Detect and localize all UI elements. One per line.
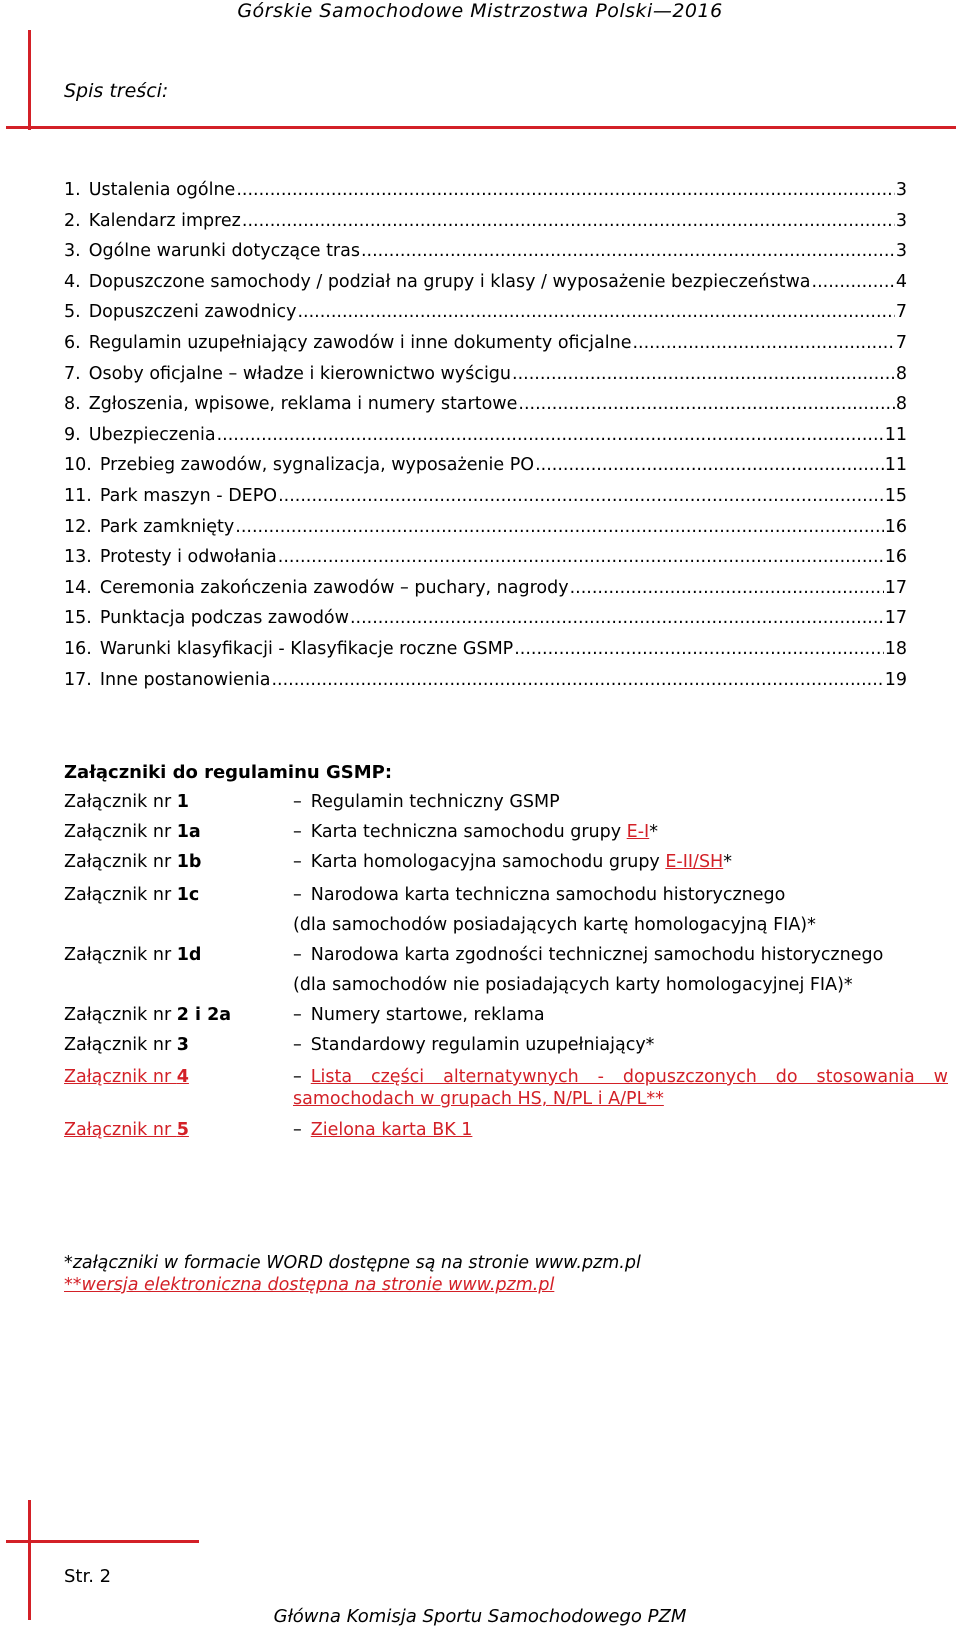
attachment-dash: – [293,852,302,872]
attachments-list [64,790,950,1142]
footnote-electronic-version-link[interactable]: **wersja elektroniczna dostępna na stronie www.pzm.pl [64,1275,555,1295]
attachment-dash: – [293,822,302,842]
toc-dot-leader [278,542,884,573]
attachment-text: Karta techniczna samochodu grupy [310,822,627,842]
toc-item-page: 3 [895,210,907,231]
attachment-number: 1 [176,792,189,812]
attachment-row [64,940,950,1000]
toc-item-label: Ustalenia ogólne [88,180,236,200]
attachment-row [64,1000,950,1030]
attachment-label [64,1030,189,1060]
toc-item-page: 16 [884,547,907,568]
attachment-number: 3 [176,1035,189,1055]
toc-item-label: Regulamin uzupełniający zawodów i inne dokumenty oficjalne [88,332,632,353]
toc-item-label: Protesty i odwołania [99,547,277,568]
toc-item-number: 17. [64,669,92,690]
attachment-label [64,880,199,910]
attachment-link-green-card[interactable]: Zielona karta BK 1 [310,1120,473,1140]
attachment-description [293,1030,950,1060]
toc-item[interactable] [64,512,907,543]
toc-item[interactable] [64,603,907,634]
toc-item-label: Park maszyn - DEPO [99,485,278,506]
toc-title: Spis treści: [64,80,169,102]
attachment-text: Narodowa karta techniczna samochodu historycznego [310,885,786,905]
toc-item-number: 9. [64,424,81,445]
toc-item-label: Punktacja podczas zawodów [99,608,349,629]
attachment-prefix: Załącznik nr [64,945,177,965]
attachment-number: 5 [176,1120,189,1140]
toc-dot-leader [271,665,883,696]
attachment-dash: – [293,1005,302,1025]
toc-item[interactable] [64,420,907,451]
attachment-prefix: Załącznik nr [64,1035,177,1055]
toc-dot-leader [278,481,884,512]
attachment-suffix: * [649,822,658,842]
attachment-row [64,880,950,940]
attachment-prefix: Załącznik nr [64,1005,177,1025]
toc-item-label: Park zamknięty [99,516,235,537]
attachment-description [293,850,950,874]
toc-item-page: 8 [895,363,907,384]
attachment-description [293,940,950,1000]
toc-item-page: 17 [884,577,907,598]
toc-item-number: 2. [64,210,81,231]
attachment-label-link[interactable] [64,1066,189,1088]
toc-item-page: 17 [884,608,907,629]
toc-dot-leader [518,389,894,420]
attachment-dash: – [293,945,302,965]
attachment-link-alt-parts[interactable]: Lista części alternatywnych - dopuszczonych do stosowania w samochodach w grupach HS, N/PL i A/PL** [293,1067,948,1109]
toc-item-page: 16 [884,516,907,537]
attachment-row [64,1030,950,1060]
toc-dot-leader [514,634,883,665]
attachment-dash: – [293,1067,302,1087]
toc-item-number: 16. [64,638,92,659]
attachment-description [293,880,950,940]
toc-item-number: 4. [64,271,81,292]
attachment-label [64,940,201,970]
attachment-prefix: Załącznik nr [64,852,177,872]
toc-item-number: 6. [64,332,81,353]
toc-dot-leader [236,175,895,206]
attachment-text: Regulamin techniczny GSMP [310,792,560,812]
attachments-heading: Załączniki do regulaminu GSMP: [64,762,393,783]
toc-dot-leader [812,267,895,298]
attachment-prefix: Załącznik nr [64,792,177,812]
toc-item-number: 12. [64,516,92,537]
header-title: Górskie Samochodowe Mistrzostwa Polski—2016 [237,0,723,22]
header-horizontal-rule [6,126,956,129]
toc-item-label: Dopuszczeni zawodnicy [88,302,297,323]
toc-item[interactable] [64,236,907,267]
footer-vertical-rule [28,1500,31,1620]
toc-item-page: 4 [895,271,907,292]
toc-dot-leader [217,420,884,451]
toc-item-label: Ogólne warunki dotyczące tras [88,241,360,262]
attachment-number: 1c [176,885,200,905]
toc-dot-leader [535,450,884,481]
header-vertical-rule [28,30,31,130]
toc-dot-leader [570,573,884,604]
attachment-text: Narodowa karta zgodności technicznej samochodu historycznego [310,945,884,965]
toc-item-label: Przebieg zawodów, sygnalizacja, wyposażenie PO [99,455,535,476]
toc-item-number: 5. [64,302,81,323]
toc-item[interactable] [64,267,907,298]
toc-item-label: Ubezpieczenia [88,424,216,445]
attachment-row [64,820,950,844]
toc-item-page: 3 [895,241,907,262]
footnotes [64,1252,641,1296]
attachment-prefix: Załącznik nr [64,1067,177,1087]
toc-item-label: Warunki klasyfikacji - Klasyfikacje roczne GSMP [99,638,514,659]
toc-dot-leader [361,236,895,267]
toc-item-page: 8 [895,394,907,415]
toc-item[interactable] [64,359,907,390]
toc-item-label: Ceremonia zakończenia zawodów – puchary, nagrody [99,577,569,598]
attachment-text-line2: (dla samochodów posiadających kartę homologacyjną FIA)* [293,915,816,935]
toc-item-label: Dopuszczone samochody / podział na grupy i klasy / wyposażenie bezpieczeństwa [88,271,811,292]
toc-item[interactable] [64,297,907,328]
attachment-link-e-ii-sh[interactable]: E-II/SH [665,852,724,872]
attachment-number: 2 i 2a [176,1005,232,1025]
toc-item-number: 13. [64,547,92,568]
attachment-description [293,1000,950,1030]
toc-item-label: Inne postanowienia [99,669,271,690]
toc-dot-leader [235,512,883,543]
toc-dot-leader [512,359,895,390]
attachment-row [64,790,950,814]
attachment-suffix: * [723,852,732,872]
toc-item-number: 14. [64,577,92,598]
attachment-prefix: Załącznik nr [64,1120,177,1140]
attachment-label-link[interactable] [64,1118,189,1142]
attachment-description [293,1066,948,1110]
attachment-text-line2: (dla samochodów nie posiadających karty homologacyjnej FIA)* [293,975,853,995]
attachment-link-e-i[interactable]: E-I [626,822,650,842]
footer-title: Główna Komisja Sportu Samochodowego PZM [273,1606,687,1627]
footnote-word-files: *załączniki w formacie WORD dostępne są na stronie www.pzm.pl [64,1253,641,1273]
attachment-label [64,820,201,844]
toc-item-number: 11. [64,485,92,506]
toc-item[interactable] [64,450,907,481]
attachment-description [293,790,950,814]
toc-item[interactable] [64,175,907,206]
attachment-label [64,1000,231,1030]
toc-item[interactable] [64,634,907,665]
toc-dot-leader [297,297,894,328]
toc-item-label: Osoby oficjalne – władze i kierownictwo wyścigu [88,363,512,384]
toc-dot-leader [632,328,894,359]
toc-dot-leader [350,603,884,634]
table-of-contents [64,175,907,695]
toc-item-page: 11 [884,424,907,445]
toc-item-page: 3 [895,180,907,200]
attachment-dash: – [293,885,302,905]
toc-item-number: 10. [64,455,92,476]
toc-item[interactable] [64,389,907,420]
attachment-dash: – [293,1120,302,1140]
toc-dot-leader [242,206,895,237]
toc-item-page: 19 [884,669,907,690]
attachment-number: 1b [176,852,202,872]
attachment-text: Karta homologacyjna samochodu grupy [310,852,666,872]
toc-item[interactable] [64,665,907,696]
toc-item-page: 7 [895,332,907,353]
attachment-text: Numery startowe, reklama [310,1005,545,1025]
toc-item-label: Kalendarz imprez [88,210,241,231]
toc-item[interactable] [64,206,907,237]
toc-item[interactable] [64,542,907,573]
toc-item-page: 18 [884,638,907,659]
toc-item-number: 7. [64,363,81,384]
attachment-description [293,820,950,844]
attachment-number: 4 [176,1067,189,1087]
attachment-label [64,790,189,814]
attachment-row[interactable] [64,1066,950,1110]
toc-item-page: 7 [895,302,907,323]
toc-item-number: 8. [64,394,81,415]
attachment-dash: – [293,1035,302,1055]
attachment-text: Standardowy regulamin uzupełniający* [310,1035,655,1055]
toc-item-page: 11 [884,455,907,476]
toc-item[interactable] [64,481,907,512]
footer-horizontal-rule [6,1540,199,1543]
toc-item[interactable] [64,328,907,359]
attachment-description [293,1118,950,1142]
attachment-number: 1a [176,822,201,842]
attachment-number: 1d [176,945,202,965]
attachment-row [64,850,950,874]
toc-item-page: 15 [884,485,907,506]
attachment-prefix: Załącznik nr [64,822,177,842]
attachment-dash: – [293,792,302,812]
toc-item-number: 1. [64,180,81,200]
attachment-label [64,850,201,874]
toc-item-number: 15. [64,608,92,629]
toc-item[interactable] [64,573,907,604]
attachment-prefix: Załącznik nr [64,885,177,905]
attachment-row[interactable] [64,1118,950,1142]
page-number: Str. 2 [64,1566,112,1587]
toc-item-number: 3. [64,241,81,262]
toc-item-label: Zgłoszenia, wpisowe, reklama i numery startowe [88,394,518,415]
